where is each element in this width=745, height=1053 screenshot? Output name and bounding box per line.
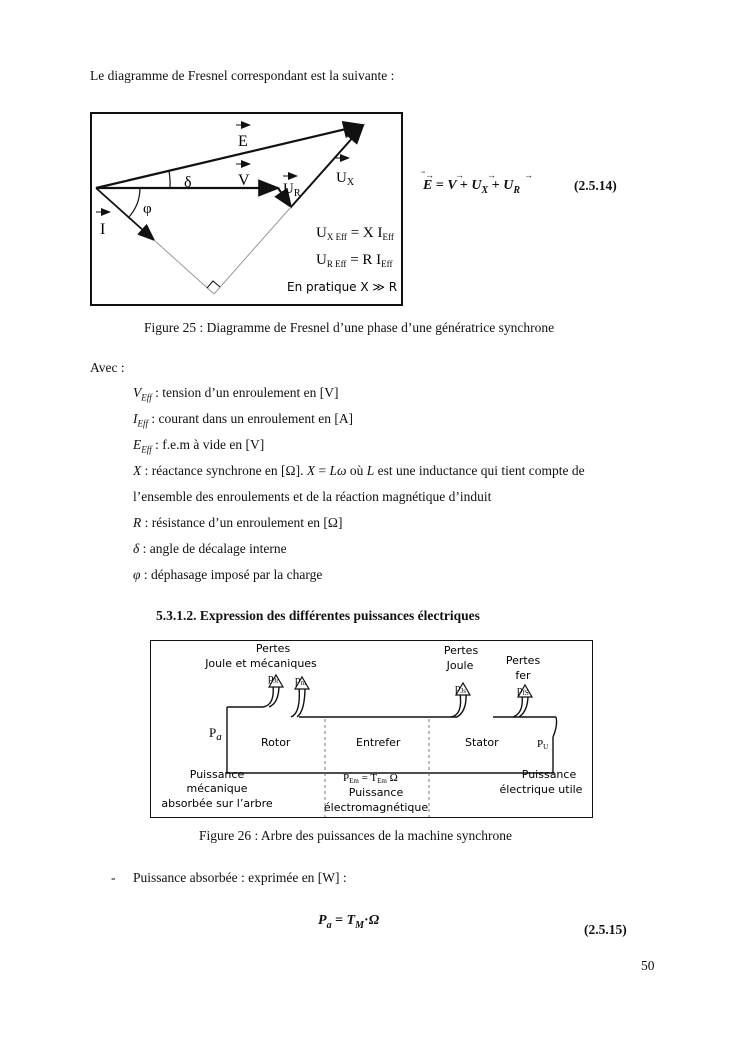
equation-2-5-15: $P_a = T_M\cdot\Omega$ [318, 913, 380, 931]
fresnel-diagram [90, 112, 403, 306]
definition-phi: φ : déphasage imposé par la charge [133, 567, 323, 582]
label-pjs: pJs [455, 682, 466, 695]
relation-ur: $U_{R Eff} = R$ $I_{Eff}$ [316, 252, 393, 269]
right-angle-mark [207, 281, 220, 288]
elec-line1: Puissance [521, 768, 577, 781]
meca-line1: Puissance [189, 768, 245, 781]
vector-e [96, 125, 363, 188]
pertes-j-line2: Joule [446, 659, 474, 672]
pertes-f-line1: Pertes [505, 654, 541, 667]
definition-x-line1: X : réactance synchrone en [Ω]. X = Lω où L est une inductance qui tient compte de [133, 463, 585, 478]
elec-line2: électrique utile [499, 783, 583, 796]
phi-arc [128, 188, 140, 218]
power-tree-svg [151, 641, 592, 817]
label-rotor: Rotor [261, 736, 291, 749]
definition-r: R : résistance d’un enroulement en [Ω] [133, 515, 343, 530]
pem-line3: électromagnétique [323, 801, 429, 814]
label-stator: Stator [465, 736, 499, 749]
fresnel-diagram-svg [92, 114, 401, 304]
page-number: 50 [641, 958, 655, 973]
equation-number-2-5-15: (2.5.15) [584, 922, 627, 937]
pertes-jm-line2: Joule et mécaniques [205, 657, 317, 670]
label-pu: PU [537, 738, 549, 751]
equation-2-5-14: $E = V + U_X + U_R$ [423, 178, 520, 196]
perpendicular-line [214, 207, 291, 294]
definition-v-eff: $V_{Eff}$ : tension d’un enroulement en [V] [133, 385, 339, 403]
equation-vector-arrows: ⃗→ → → → [425, 170, 533, 180]
label-pfs: pfS [517, 684, 529, 697]
section-heading: 5.3.1.2. Expression des différentes puissances électriques [156, 608, 480, 623]
practical-note: En pratique X ≫ R [287, 280, 398, 294]
figure-26-caption: Figure 26 : Arbre des puissances de la machine synchrone [199, 828, 513, 843]
vector-ux [291, 126, 363, 207]
meca-line2: mécanique [186, 782, 248, 795]
definition-e-eff: $E_{Eff}$ : f.e.m à vide en [V] [133, 437, 265, 455]
label-delta: δ [184, 174, 192, 191]
label-e: E [238, 133, 248, 150]
label-phi: φ [143, 201, 152, 217]
projection-line [154, 240, 214, 294]
label-pjr: pJr [268, 672, 279, 685]
label-v: V [238, 172, 250, 189]
definition-i-eff: $I_{Eff}$ : courant dans un enroulement en [A] [133, 411, 354, 429]
pertes-jm-line1: Pertes [255, 642, 291, 655]
label-ur: $U_R$ [283, 181, 301, 199]
label-pm: pm [295, 674, 306, 687]
label-ux: $U_X$ [336, 170, 355, 188]
definition-delta: δ : angle de décalage interne [133, 541, 287, 556]
bullet-text: Puissance absorbée : exprimée en [W] : [133, 870, 347, 885]
avec-label: Avec : [90, 360, 125, 375]
bullet-dash: - [111, 870, 116, 885]
pem-line2: Puissance [348, 786, 404, 799]
figure-25-caption: Figure 25 : Diagramme de Fresnel d’une phase d’une génératrice synchrone [144, 320, 555, 335]
intro-text: Le diagramme de Fresnel correspondant est la suivante : [90, 68, 395, 83]
definition-x-line2: l’ensemble des enroulements et de la réaction magnétique d’induit [133, 489, 492, 504]
label-pa: $P_a$ [209, 725, 222, 743]
label-i: I [100, 221, 106, 238]
pem-formula: PEm = TEm Ω [343, 772, 398, 785]
relation-ux: $U_{X Eff} = X$ $I_{Eff}$ [316, 225, 394, 242]
equation-number-2-5-14: (2.5.14) [574, 178, 617, 193]
power-tree-diagram [150, 640, 593, 818]
delta-arc [169, 171, 170, 188]
label-entrefer: Entrefer [356, 736, 401, 749]
meca-line3: absorbée sur l’arbre [161, 797, 273, 810]
pertes-f-line2: fer [515, 669, 531, 682]
pertes-j-line1: Pertes [443, 644, 479, 657]
